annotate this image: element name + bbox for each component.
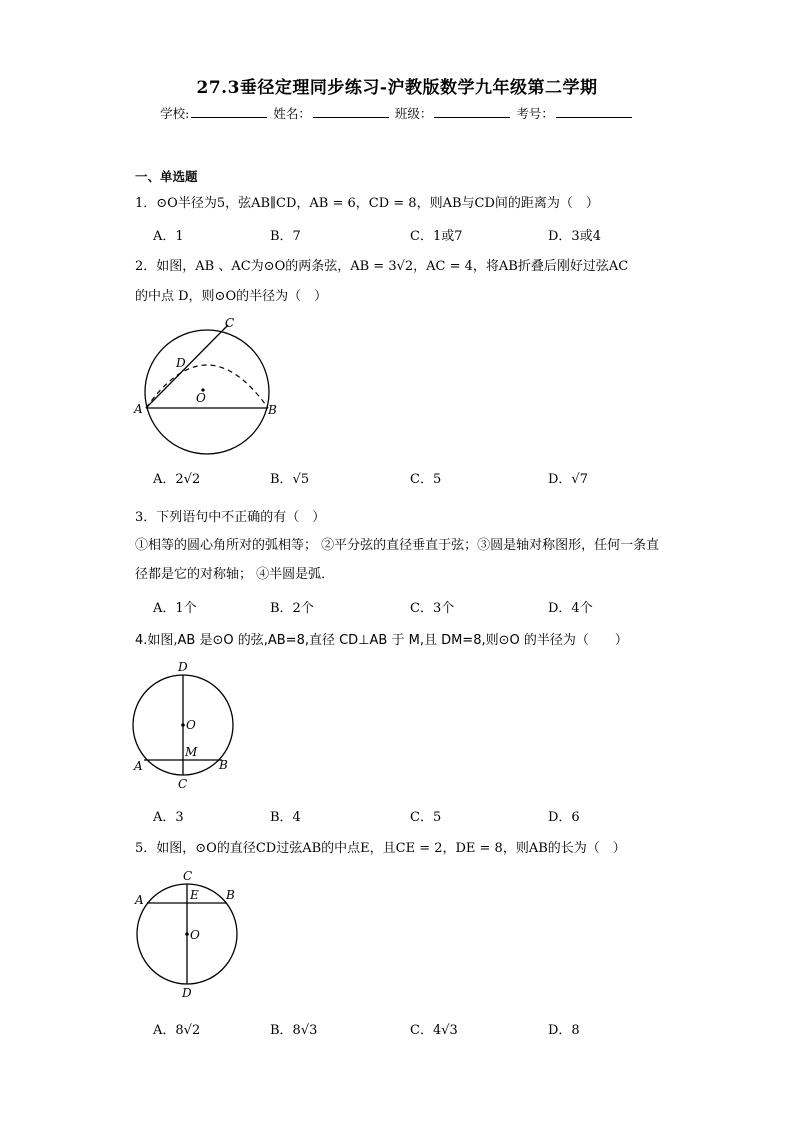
- question-2-figure: [130, 312, 290, 462]
- label-m: M: [185, 745, 198, 759]
- center-dot: [181, 723, 185, 727]
- question-3-statements: ①相等的圆心角所对的弧相等； ②平分弦的直径垂直于弦；③圆是轴对称图形，任何一条直径都是它的对称轴； ④半圆是弧．: [135, 538, 660, 582]
- question-2-option-a[interactable]: A．2√2: [153, 472, 201, 487]
- number-blank[interactable]: [556, 105, 632, 118]
- question-5-stem: 5．如图，⊙O的直径CD过弦AB的中点E，且CE = 2，DE = 8，则AB的长为（ ）: [135, 841, 626, 856]
- class-label: 班级：: [394, 106, 433, 121]
- question-1-option-b[interactable]: B．7: [270, 229, 301, 244]
- label-d: D: [178, 660, 188, 674]
- question-2-option-d[interactable]: D．√7: [548, 472, 588, 487]
- student-info-line: [0, 104, 794, 122]
- label-a: A: [135, 893, 144, 907]
- question-5-option-a[interactable]: A．8√2: [153, 1023, 201, 1038]
- question-4-option-d[interactable]: D．6: [548, 810, 580, 825]
- label-b: B: [226, 888, 235, 902]
- question-3-option-b[interactable]: B．2个: [270, 601, 314, 616]
- label-e: E: [190, 888, 199, 902]
- question-1-option-d[interactable]: D．3或4: [548, 229, 601, 244]
- question-1-option-a[interactable]: A．1: [153, 229, 184, 244]
- question-4-stem: 4.如图,AB 是⊙O 的弦,AB=8,直径 CD⊥AB 于 M,且 DM=8,则⊙O 的半径为（ ）: [135, 633, 628, 648]
- label-c: C: [225, 316, 235, 330]
- label-c: C: [178, 777, 188, 791]
- question-2-option-b[interactable]: B．√5: [270, 472, 310, 487]
- question-5-option-b[interactable]: B．8√3: [270, 1023, 318, 1038]
- label-b: B: [219, 758, 228, 772]
- section-heading: 一、单选题: [135, 169, 198, 184]
- label-a: A: [134, 759, 143, 773]
- number-label: 考号：: [516, 106, 554, 121]
- school-label: 学校:: [160, 106, 190, 121]
- circle-o: [145, 330, 269, 454]
- question-2-option-c[interactable]: C．5: [410, 472, 442, 487]
- folded-arc: [146, 365, 268, 408]
- question-4-figure: [128, 658, 248, 793]
- label-a: A: [134, 402, 143, 416]
- question-5-option-d[interactable]: D．8: [548, 1023, 580, 1038]
- name-label: 姓名：: [273, 106, 311, 121]
- label-d: D: [176, 356, 186, 370]
- question-4-option-b[interactable]: B．4: [270, 810, 301, 825]
- label-o: O: [186, 718, 196, 732]
- name-blank[interactable]: [313, 105, 389, 118]
- label-c: C: [183, 869, 193, 883]
- question-2-stem-line2: 的中点 D，则⊙O的半径为（ ）: [135, 289, 328, 304]
- label-d: D: [182, 986, 192, 1000]
- school-blank[interactable]: [191, 105, 267, 118]
- page-title: 27.3垂径定理同步练习-沪教版数学九年级第二学期: [196, 78, 598, 98]
- question-1-option-c[interactable]: C．1或7: [410, 229, 463, 244]
- question-3-option-d[interactable]: D．4个: [548, 601, 593, 616]
- question-4-option-a[interactable]: A．3: [153, 810, 184, 825]
- question-3-stem: 3．下列语句中不正确的有（ ）: [135, 510, 326, 525]
- question-5-option-c[interactable]: C．4√3: [410, 1023, 458, 1038]
- question-5-figure: [130, 866, 250, 1001]
- center-dot: [185, 932, 189, 936]
- question-1-stem: 1．⊙O半径为5，弦AB∥CD，AB = 6，CD = 8，则AB与CD间的距离为（ ）: [135, 196, 599, 211]
- label-b: B: [268, 403, 277, 417]
- question-4-option-c[interactable]: C．5: [410, 810, 442, 825]
- class-blank[interactable]: [434, 105, 510, 118]
- question-3-option-a[interactable]: A．1个: [153, 601, 197, 616]
- label-o: O: [196, 391, 206, 405]
- label-o: O: [190, 928, 200, 942]
- question-3-option-c[interactable]: C．3个: [410, 601, 455, 616]
- chord-ac: [146, 325, 228, 408]
- question-2-stem-line1: 2．如图，AB 、AC为⊙O的两条弦，AB = 3√2，AC = 4，将AB折叠后刚好过弦AC: [135, 259, 629, 274]
